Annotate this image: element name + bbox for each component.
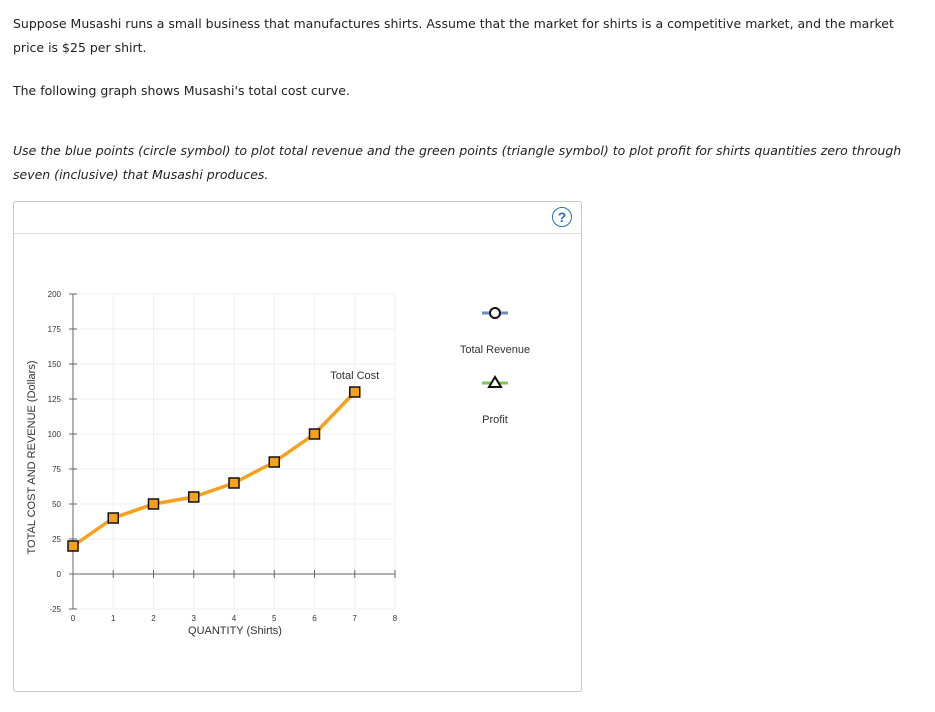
x-tick-label: 4 — [231, 614, 237, 623]
y-tick-label: 150 — [47, 360, 61, 369]
y-tick-label: 75 — [52, 465, 61, 474]
total-revenue-tool-label: Total Revenue — [459, 344, 531, 356]
tool-palette — [460, 308, 530, 426]
grid-layer — [73, 294, 395, 609]
profit-tool-label: Profit — [482, 414, 508, 426]
x-tick-label: 3 — [191, 614, 196, 623]
x-tick-label: 6 — [312, 614, 317, 623]
y-tick-label: 25 — [52, 535, 61, 544]
graph-panel — [13, 201, 582, 692]
y-tick-label: 175 — [47, 325, 61, 334]
y-tick-label: 0 — [56, 570, 61, 579]
total-cost-point[interactable] — [68, 541, 78, 551]
total-cost-point[interactable] — [269, 457, 279, 467]
label-layer — [26, 361, 379, 637]
help-icon[interactable]: ? — [552, 207, 572, 227]
graph-note-text: The following graph shows Musashi's total cost curve. — [13, 83, 350, 98]
y-axis-title: TOTAL COST AND REVENUE (Dollars) — [26, 360, 38, 555]
total-cost-point[interactable] — [108, 513, 118, 523]
total-cost-label: Total Cost — [330, 370, 380, 382]
total-cost-point[interactable] — [229, 478, 239, 488]
x-tick-label: 0 — [70, 614, 76, 623]
total-cost-point[interactable] — [189, 492, 199, 502]
x-tick-label: 1 — [111, 614, 116, 623]
total-cost-point[interactable] — [310, 429, 320, 439]
axis-layer — [48, 290, 398, 623]
y-tick-label: 100 — [47, 430, 61, 439]
x-axis-title: QUANTITY (Shirts) — [188, 625, 282, 637]
x-tick-label: 2 — [151, 614, 156, 623]
total-cost-chart[interactable] — [14, 202, 581, 691]
total-cost-point[interactable] — [350, 387, 360, 397]
instructions-text: Use the blue points (circle symbol) to plot total revenue and the green points (triangle symbol) to plot profit for shirts quantities zero through seven (inclusive) that Musashi produces. — [13, 143, 902, 182]
y-tick-label: 125 — [47, 395, 61, 404]
y-tick-label: 200 — [47, 290, 61, 299]
x-tick-label: 7 — [352, 614, 357, 623]
intro-text: Suppose Musashi runs a small business that manufactures shirts. Assume that the market for shirts is a competitive market, and the market price is $25 per shirt. — [13, 16, 894, 55]
y-tick-label: 50 — [52, 500, 61, 509]
circle-icon[interactable] — [490, 308, 500, 318]
total-cost-point[interactable] — [149, 499, 159, 509]
x-tick-label: 5 — [272, 614, 277, 623]
y-tick-label: -25 — [49, 605, 61, 614]
x-tick-label: 8 — [392, 614, 398, 623]
